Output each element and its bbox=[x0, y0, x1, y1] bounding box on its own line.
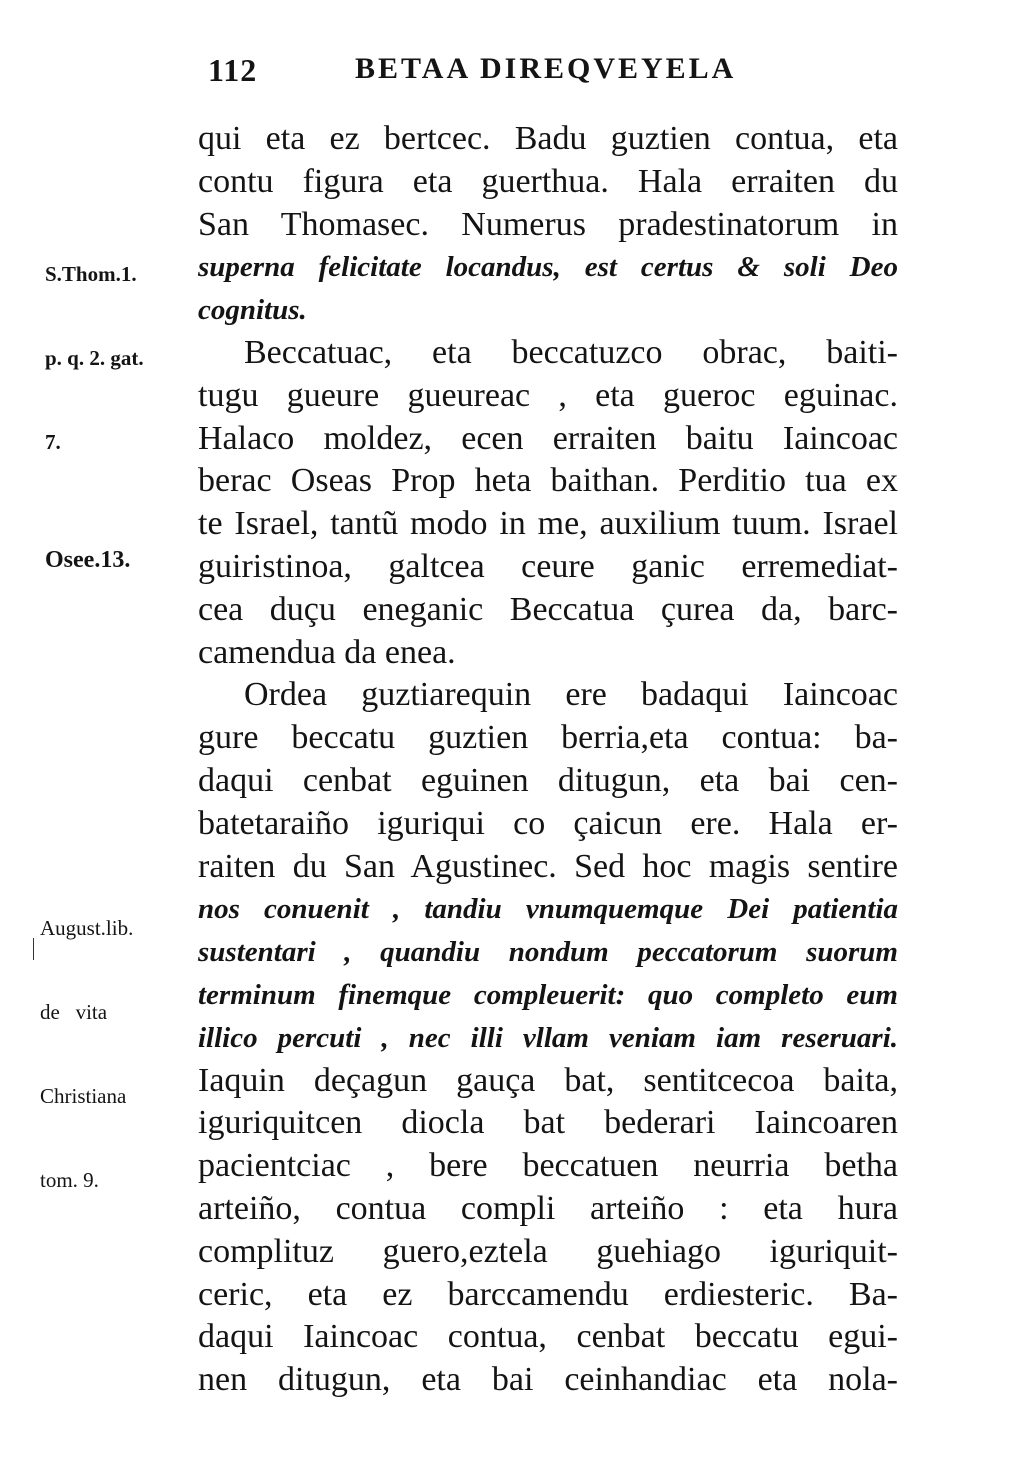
text-line: raiten du San Agustinec. Sed hoc magis sentire bbox=[198, 847, 898, 885]
text-line: complituz guero,eztela guehiago iguriquit- bbox=[198, 1232, 898, 1270]
text-line: daqui cenbat eguinen ditugun, eta bai cen- bbox=[198, 761, 898, 799]
paragraph-start-line: Ordea guztiarequin ere badaqui Iaincoac bbox=[244, 676, 898, 714]
running-head: BETAA DIREQVEYELA bbox=[355, 52, 737, 85]
latin-quote-line: nos conuenit , tandiu vnumquemque Dei patientia bbox=[198, 893, 898, 926]
text-line: Iaquin deçagun gauça bat, sentitcecoa baita, bbox=[198, 1061, 898, 1099]
margin-note-line: Osee.13. bbox=[45, 547, 131, 573]
text-line: cea duçu eneganic Beccatua çurea da, barc- bbox=[198, 590, 898, 628]
latin-quote-line: terminum finemque compleuerit: quo completo eum bbox=[198, 978, 898, 1011]
text-line: San Thomasec. Numerus pradestinatorum in bbox=[198, 205, 898, 243]
text-line: te Israel, tantũ modo in me, auxilium tuum. Israel bbox=[198, 505, 898, 543]
margin-note-line: tom. 9. bbox=[40, 1168, 99, 1192]
text-line: ceric, eta ez barccamendu erdiesteric. Ba- bbox=[198, 1275, 898, 1313]
margin-rule bbox=[33, 938, 34, 960]
body-text bbox=[198, 118, 898, 1402]
text-line: guiristinoa, galtcea ceure ganic erremediat- bbox=[198, 547, 898, 585]
latin-quote-line: sustentari , quandiu nondum peccatorum suorum bbox=[198, 936, 898, 969]
text-line: batetaraiño iguriqui co çaicun ere. Hala er- bbox=[198, 804, 898, 842]
text-line: daqui Iaincoac contua, cenbat beccatu egui- bbox=[198, 1318, 898, 1356]
latin-quote-line: superna felicitate locandus, est certus & soli Deo bbox=[198, 251, 898, 284]
margin-note-osee bbox=[45, 490, 130, 630]
text-line: arteiño, contua compli arteiño : eta hura bbox=[198, 1189, 898, 1227]
margin-note-line: p. q. 2. gat. bbox=[45, 346, 144, 370]
paragraph-start-line: Beccatuac, eta beccatuzco obrac, baiti- bbox=[244, 333, 898, 371]
margin-note-thomas bbox=[45, 204, 144, 512]
page-number: 112 bbox=[208, 52, 258, 88]
margin-note-augustine bbox=[40, 858, 133, 1250]
text-line: berac Oseas Prop heta baithan. Perditio tua ex bbox=[198, 462, 898, 500]
page-header bbox=[208, 52, 908, 102]
text-line: tugu gueure gueureac , eta gueroc eguinac. bbox=[198, 376, 898, 414]
text-line: iguriquitcen diocla bat bederari Iaincoaren bbox=[198, 1104, 898, 1142]
latin-quote-line: illico percuti , nec illi vllam veniam iam reseruari. bbox=[198, 1021, 898, 1054]
text-line: Halaco moldez, ecen erraiten baitu Iaincoac bbox=[198, 419, 898, 457]
latin-quote-line: cognitus. bbox=[198, 294, 307, 327]
margin-notes bbox=[0, 0, 200, 1472]
margin-note-line: Christiana bbox=[40, 1084, 127, 1108]
text-line: contu figura eta guerthua. Hala erraiten du bbox=[198, 162, 898, 200]
text-line: nen ditugun, eta bai ceinhandiac eta nola- bbox=[198, 1361, 898, 1399]
text-line: gure beccatu guztien berria,eta contua: ba- bbox=[198, 719, 898, 757]
margin-note-line: S.Thom.1. bbox=[45, 262, 137, 286]
text-line: pacientciac , bere beccatuen neurria betha bbox=[198, 1147, 898, 1185]
margin-note-line: de vita bbox=[40, 1000, 108, 1024]
text-line: qui eta ez bertcec. Badu guztien contua, eta bbox=[198, 120, 898, 157]
margin-note-line: August.lib. bbox=[40, 916, 134, 940]
text-line: camendua da enea. bbox=[198, 633, 456, 671]
margin-note-line: 7. bbox=[45, 430, 61, 454]
